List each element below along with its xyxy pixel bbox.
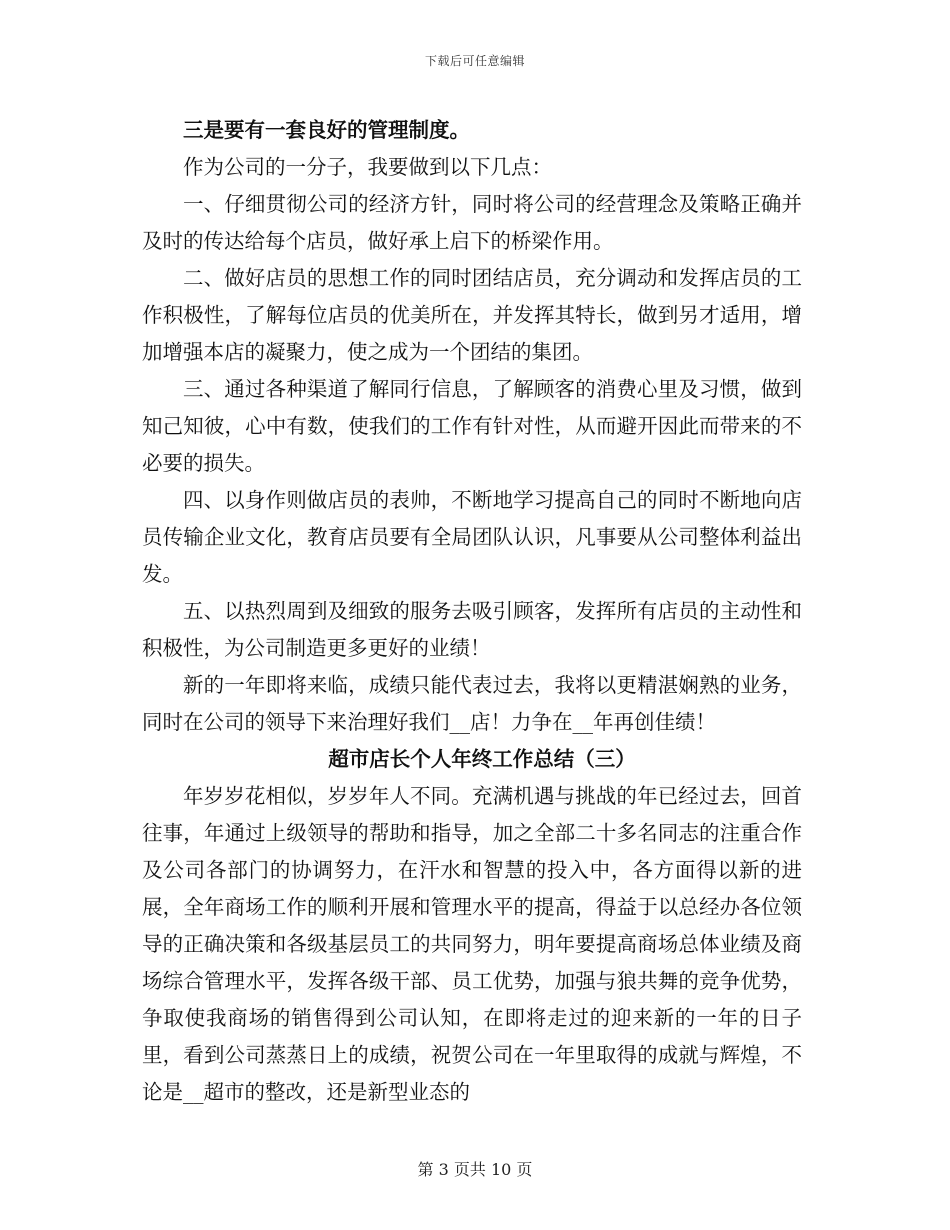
- page-footer: 第 3 页共 10 页: [417, 1160, 533, 1179]
- paragraph-point-2: 二、做好店员的思想工作的同时团结店员，充分调动和发挥店员的工作积极性，了解每位店员的优美所在，并发挥其特长，做到另才适用，增加增强本店的凝聚力，使之成为一个团结的集团。: [142, 266, 802, 364]
- paragraph-point-5: 五、以热烈周到及细致的服务去吸引顾客，发挥所有店员的主动性和积极性，为公司制造更多更好的业绩！: [142, 599, 802, 660]
- section-intro-bold: 三是要有一套良好的管理制度。: [183, 118, 470, 142]
- paragraph-lead: 作为公司的一分子，我要做到以下几点：: [183, 155, 552, 179]
- document-body: [142, 112, 802, 1111]
- page-header: 下载后可任意编辑: [424, 54, 525, 68]
- paragraph-point-3: 三、通过各种渠道了解同行信息，了解顾客的消费心里及习惯，做到知己知彼，心中有数，使我们的工作有针对性，从而避开因此而带来的不必要的损失。: [142, 377, 802, 475]
- paragraph-point-1: 一、仔细贯彻公司的经济方针，同时将公司的经营理念及策略正确并及时的传达给每个店员，做好承上启下的桥梁作用。: [142, 192, 802, 253]
- paragraph-point-4: 四、以身作则做店员的表帅，不断地学习提高自己的同时不断地向店员传输企业文化，教育店员要有全局团队认识，凡事要从公司整体利益出发。: [142, 488, 802, 586]
- paragraph-closing: 新的一年即将来临，成绩只能代表过去，我将以更精湛娴熟的业务，同时在公司的领导下来治理好我们__店！力争在__年再创佳绩！: [142, 673, 802, 734]
- section-heading: 超市店长个人年终工作总结（三）: [328, 747, 636, 771]
- paragraph-summary: 年岁岁花相似，岁岁年人不同。充满机遇与挑战的年已经过去，回首往事，年通过上级领导的帮助和指导，加之全部二十多名同志的注重合作及公司各部门的协调努力，在汗水和智慧的投入中，各方面得以新的进展，全年商场工作的顺利开展和管理水平的提高，得益于以总经办各位领导的正确决策和各级基层员工的共同努力，明年要提高商场总体业绩及商场综合管理水平，发挥各级干部、员工优势，加强与狼共舞的竞争优势，争取使我商场的销售得到公司认知，在即将走过的迎来新的一年的日子里，看到公司蒸蒸日上的成绩，祝贺公司在一年里取得的成就与辉煌，不论是__超市的整改，还是新型业态的: [142, 784, 802, 1104]
